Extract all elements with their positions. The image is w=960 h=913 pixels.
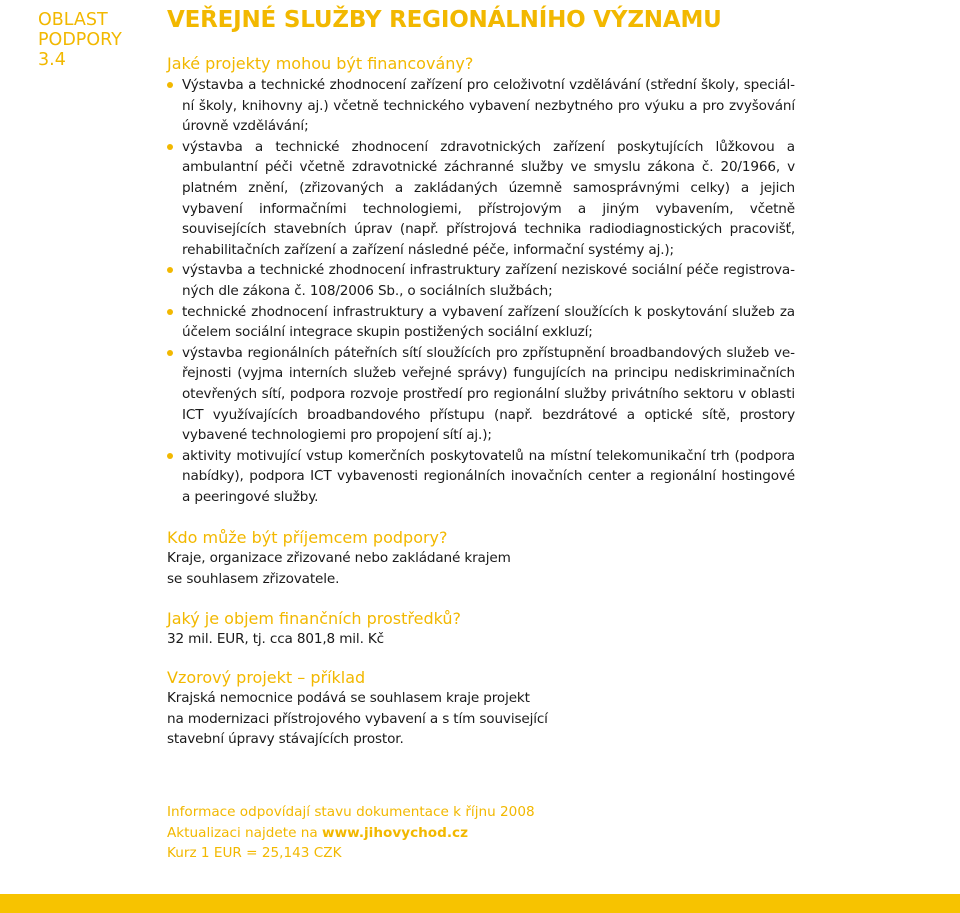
list-item — [167, 75, 795, 137]
bullet-icon — [167, 267, 173, 273]
example-heading: Vzorový projekt – příklad — [167, 668, 366, 688]
recipient-line1: Kraje, organizace zřizované nebo zakládané krajem — [167, 550, 511, 567]
recipient-heading: Kdo může být příjemcem podpory? — [167, 528, 448, 548]
example-line1: Krajská nemocnice podává se souhlasem kraje projekt — [167, 690, 530, 707]
bullet-icon — [167, 309, 173, 315]
example-line3: stavební úpravy stávajících prostor. — [167, 731, 404, 748]
section-label — [38, 10, 158, 70]
section-label-line1: OBLAST — [38, 10, 108, 30]
projects-list — [167, 75, 795, 507]
projects-heading: Jaké projekty mohou být financovány? — [167, 54, 474, 73]
footer-exchange-rate: Kurz 1 EUR = 25,143 CZK — [167, 845, 342, 861]
page-title: VEŘEJNÉ SLUŽBY REGIONÁLNÍHO VÝZNAMU — [167, 7, 722, 33]
bullet-icon — [167, 82, 173, 88]
list-item-text: technické zhodnocení infrastruktury a vybavení zařízení sloužících k poskytování služeb za účelem sociální integrace skupin postižených sociální exkluzí; — [182, 303, 795, 341]
list-item-text: Výstavba a technické zhodnocení zařízení pro celoživotní vzdělávání (střední školy, speciální školy, knihovny aj.) včetně technického vybavení nezbytného pro výuku a pro zvyšování úrovně vzdělávání; — [182, 77, 795, 135]
footer-info: Informace odpovídají stavu dokumentace k říjnu 2008 — [167, 804, 535, 820]
list-item — [167, 302, 795, 343]
footer — [167, 802, 535, 864]
list-item — [167, 137, 795, 261]
main-content — [167, 6, 795, 750]
list-item — [167, 446, 795, 508]
section-label-line2: PODPORY — [38, 30, 122, 50]
list-item — [167, 343, 795, 446]
list-item-text: výstavba a technické zhodnocení zdravotnických zařízení poskytujících lůžkovou a ambulantní péči včetně zdravotnické záchranné služby ve smyslu zákona č. 20/1966, v platném znění, (zřizovaných a zakládaných územně samosprávnými celky) a jejich vybavení informačními technologiemi, přístrojovým a jiným vybavením, včetně souvisejících stavebních úprav (např. přístrojová technika radiodiagnostických pracovišť, rehabilitačních zařízení a zařízení následné péče, informační systémy aj.); — [182, 138, 795, 258]
recipient-line2: se souhlasem zřizovatele. — [167, 571, 340, 588]
bullet-icon — [167, 350, 173, 356]
volume-line: 32 mil. EUR, tj. cca 801,8 mil. Kč — [167, 630, 384, 647]
list-item-text: výstavba regionálních páteřních sítí sloužících pro zpřístupnění broadbandových služeb veřejnosti (vyjma interních služeb veřejné správy) fungujících na principu nediskriminačních otevřených sítí, podpora rozvoje prostředí pro regionální služby privátního sektoru v oblasti ICT využívajících broadbandového přístupu (např. bezdrátové a optické sítě, prostory vybavené technologiemi pro propojení sítí aj.); — [182, 344, 795, 444]
list-item — [167, 260, 795, 301]
list-item-text: aktivity motivující vstup komerčních poskytovatelů na místní telekomunikační trh (podpora nabídky), podpora ICT vybavenosti regionálních inovačních center a regionální hostingové a peeringové služby. — [182, 447, 795, 505]
footer-update — [167, 823, 535, 844]
footer-update-prefix: Aktualizaci najdete na — [167, 824, 323, 841]
example-line2: na modernizaci přístrojového vybavení a s tím související — [167, 710, 548, 727]
website-link[interactable]: www.jihovychod.cz — [322, 824, 469, 841]
bottom-bar — [0, 894, 960, 913]
volume-heading: Jaký je objem finančních prostředků? — [167, 608, 462, 628]
bullet-icon — [167, 144, 173, 150]
bullet-icon — [167, 453, 173, 459]
list-item-text: výstavba a technické zhodnocení infrastruktury zařízení neziskové sociální péče registrovaných dle zákona č. 108/2006 Sb., o sociálních službách; — [182, 262, 795, 299]
section-label-line3: 3.4 — [38, 50, 66, 70]
